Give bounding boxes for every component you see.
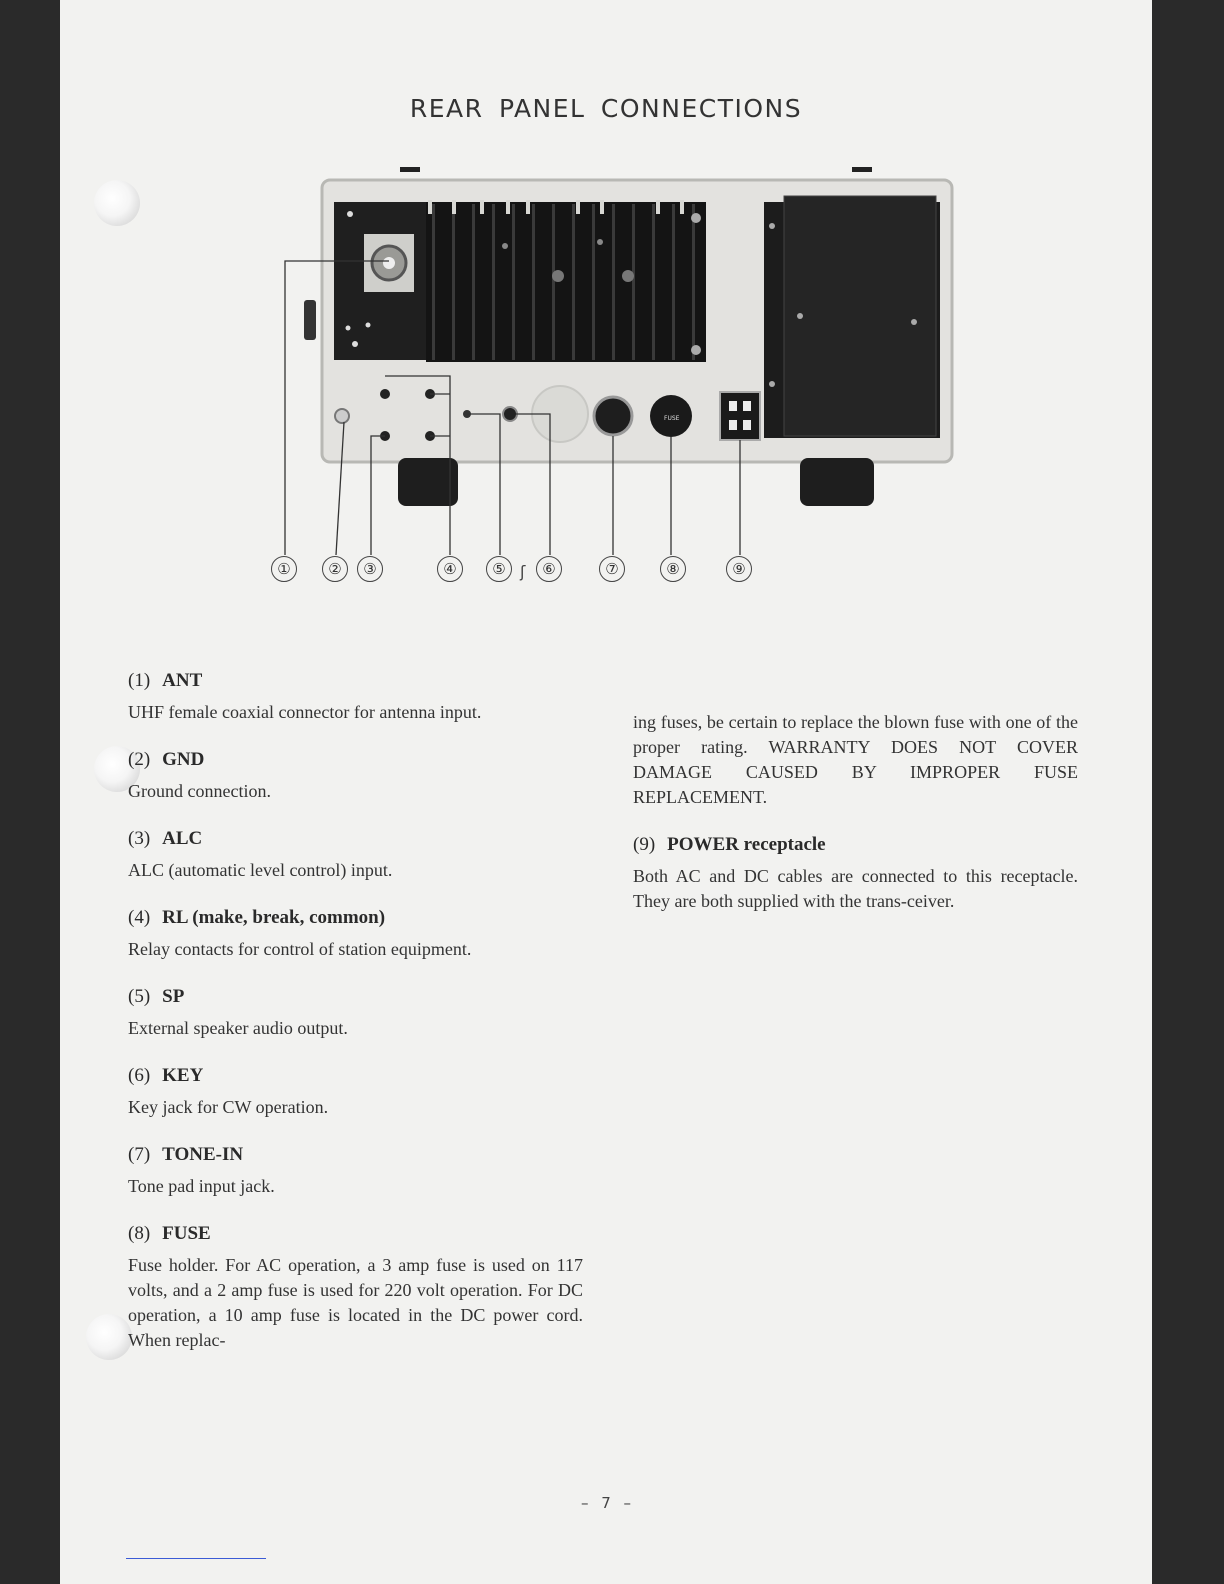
section-title: SP	[162, 986, 185, 1007]
section-number: (5)	[128, 986, 151, 1007]
section-number: (1)	[128, 670, 151, 691]
section-heading	[128, 907, 583, 929]
section-body: Both AC and DC cables are connected to this receptacle. They are both supplied with the trans-ceiver.	[633, 866, 1078, 911]
section-key	[128, 1065, 583, 1120]
section-title: RL (make, break, common)	[162, 907, 386, 928]
section-heading	[128, 986, 583, 1008]
section-ant	[128, 670, 583, 725]
section-gnd	[128, 749, 583, 804]
section-number: (9)	[633, 834, 656, 855]
right-column	[633, 710, 1078, 938]
section-body: Fuse holder. For AC operation, a 3 amp fuse is used on 117 volts, and a 2 amp fuse is used for 220 volt operation. For DC operation, a 10 amp fuse is located in the DC power cord. When replac-	[128, 1255, 583, 1350]
section-title: FUSE	[162, 1223, 211, 1244]
binder-hole	[86, 1314, 132, 1360]
callout-3: ③	[357, 556, 383, 582]
callout-4: ④	[437, 556, 463, 582]
section-body: ALC (automatic level control) input.	[128, 860, 393, 880]
callout-8: ⑧	[660, 556, 686, 582]
callout-5: ⑤	[486, 556, 512, 582]
section-title: ANT	[162, 670, 203, 691]
section-title: KEY	[162, 1065, 204, 1086]
callout-1: ①	[271, 556, 297, 582]
section-number: (6)	[128, 1065, 151, 1086]
section-number: (3)	[128, 828, 151, 849]
section-number: (4)	[128, 907, 151, 928]
page-number: – 7 –	[580, 1494, 632, 1512]
section-body: Relay contacts for control of station equipment.	[128, 939, 472, 959]
section-number: (2)	[128, 749, 151, 770]
section-sp	[128, 986, 583, 1041]
rear-panel-figure	[60, 0, 1152, 620]
section-alc	[128, 828, 583, 883]
section-body: Key jack for CW operation.	[128, 1097, 329, 1117]
section-heading	[633, 834, 1078, 856]
section-title: POWER receptacle	[667, 834, 826, 855]
section-body: Ground connection.	[128, 781, 271, 801]
callout-2: ②	[322, 556, 348, 582]
section-heading	[128, 828, 583, 850]
section-number: (8)	[128, 1223, 151, 1244]
section-body: Tone pad input jack.	[128, 1176, 275, 1196]
callout-7: ⑦	[599, 556, 625, 582]
section-tone-in	[128, 1144, 583, 1199]
stray-mark: ʃ	[520, 562, 526, 581]
manual-page	[60, 0, 1152, 1584]
callout-6: ⑥	[536, 556, 562, 582]
section-heading	[128, 670, 583, 692]
bottom-edge-line	[126, 1558, 266, 1559]
section-rl	[128, 907, 583, 962]
section-fuse	[128, 1223, 583, 1353]
callout-9: ⑨	[726, 556, 752, 582]
section-power	[633, 834, 1078, 914]
page-title: REAR PANEL CONNECTIONS	[409, 94, 803, 123]
section-heading	[128, 1223, 583, 1245]
section-heading	[128, 749, 583, 771]
left-column	[128, 670, 583, 1377]
section-title: ALC	[162, 828, 203, 849]
section-number: (7)	[128, 1144, 151, 1165]
section-title: GND	[162, 749, 205, 770]
section-heading	[128, 1065, 583, 1087]
section-title: TONE-IN	[162, 1144, 244, 1165]
fuse-continuation: ing fuses, be certain to replace the blown fuse with one of the proper rating. WARRANTY DOES NOT COVER DAMAGE CAUSED BY IMPROPER FUSE REPLACEMENT.	[633, 712, 1078, 807]
section-body: UHF female coaxial connector for antenna input.	[128, 702, 482, 722]
section-body: External speaker audio output.	[128, 1018, 348, 1038]
section-heading	[128, 1144, 583, 1166]
fuse-label: FUSE	[664, 415, 680, 422]
